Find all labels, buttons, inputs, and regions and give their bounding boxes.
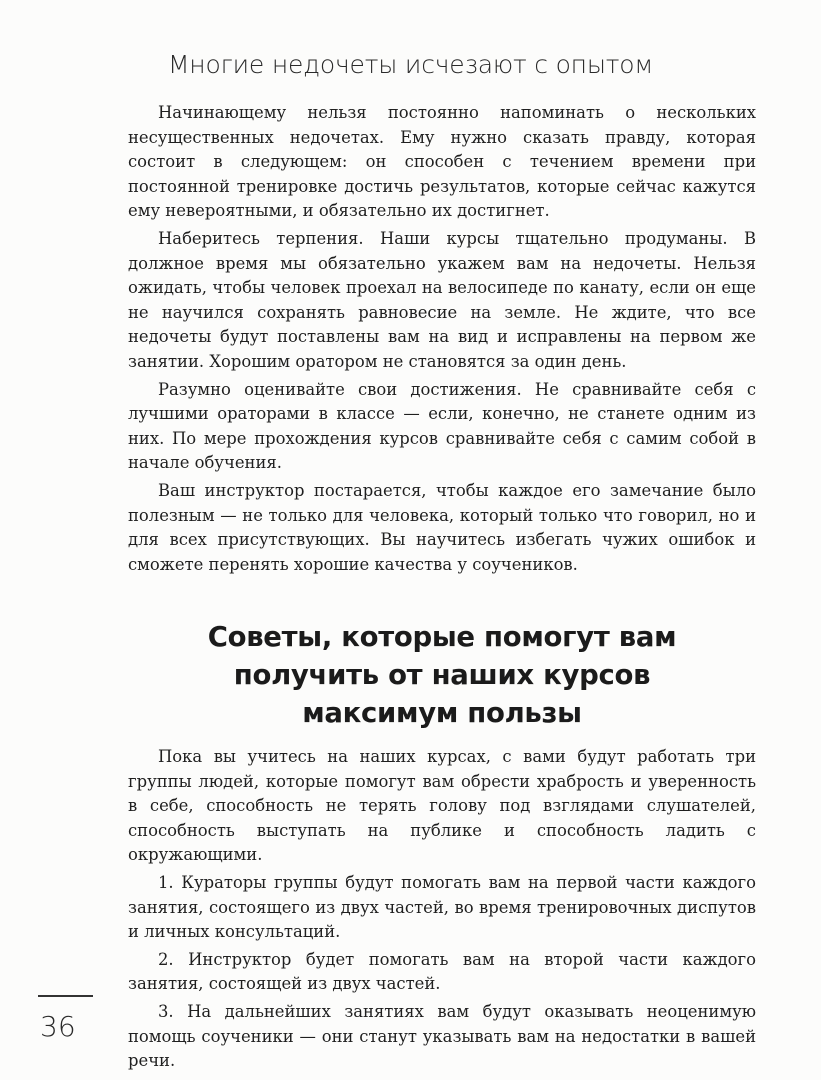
bottom-text-block	[128, 745, 756, 1077]
section-title: Многие недочеты исчезают с опытом	[167, 50, 654, 79]
paragraph: Ваш инструктор постарается, чтобы каждое его замечание было полезным — не только для человека, который только что говорил, но и для всех присутствующих. Вы научитесь избегать чужих ошибок и сможете перенять хорошие качества у соучеников.	[128, 480, 756, 574]
list-item: 2. Инструктор будет помогать вам на второй части каждого занятия, состоящей из двух частей.	[128, 949, 756, 994]
paragraph: Пока вы учитесь на наших курсах, с вами будут работать три группы людей, которые помогут вам обрести храбрость и уверенность в себе, способность не терять голову под взглядами слушателей, способность выступать на публике и способность ладить с окружающими.	[128, 747, 756, 865]
heading-line-1: Советы, которые помогут вам	[207, 621, 677, 653]
heading-line-3: максимум пользы	[302, 697, 582, 729]
page-number: 36	[40, 1010, 76, 1043]
paragraph: Наберитесь терпения. Наши курсы тщательно продуманы. В должное время мы обязательно укажем вам на недочеты. Нельзя ожидать, чтобы человек проехал на велосипеде по канату, если он еще не научился сохранять равновесие на земле. Не ждите, что все недочеты будут поставлены вам на вид и исправлены на первом же занятии. Хорошим оратором не становятся за один день.	[128, 228, 756, 371]
list-item: 3. На дальнейших занятиях вам будут оказывать неоценимую помощь соученики — они станут указывать вам на недостатки в вашей речи.	[128, 1001, 756, 1071]
top-text-block	[128, 101, 756, 580]
chapter-heading	[128, 618, 756, 732]
list-item: 1. Кураторы группы будут помогать вам на первой части каждого занятия, состоящего из двух частей, во время тренировочных диспутов и личных консультаций.	[128, 872, 756, 942]
paragraph: Начинающему нельзя постоянно напоминать о нескольких несущественных недочетах. Ему нужно сказать правду, которая состоит в следующем: он способен с течением времени при постоянной тренировке достичь результатов, которые сейчас кажутся ему невероятными, и обязательно их достигнет.	[128, 103, 756, 221]
paragraph: Разумно оценивайте свои достижения. Не сравнивайте себя с лучшими ораторами в классе — если, конечно, не станете одним из них. По мере прохождения курсов сравнивайте себя с самим собой в начале обучения.	[128, 379, 756, 473]
heading-line-2: получить от наших курсов	[233, 659, 651, 691]
footer-divider	[38, 995, 93, 997]
